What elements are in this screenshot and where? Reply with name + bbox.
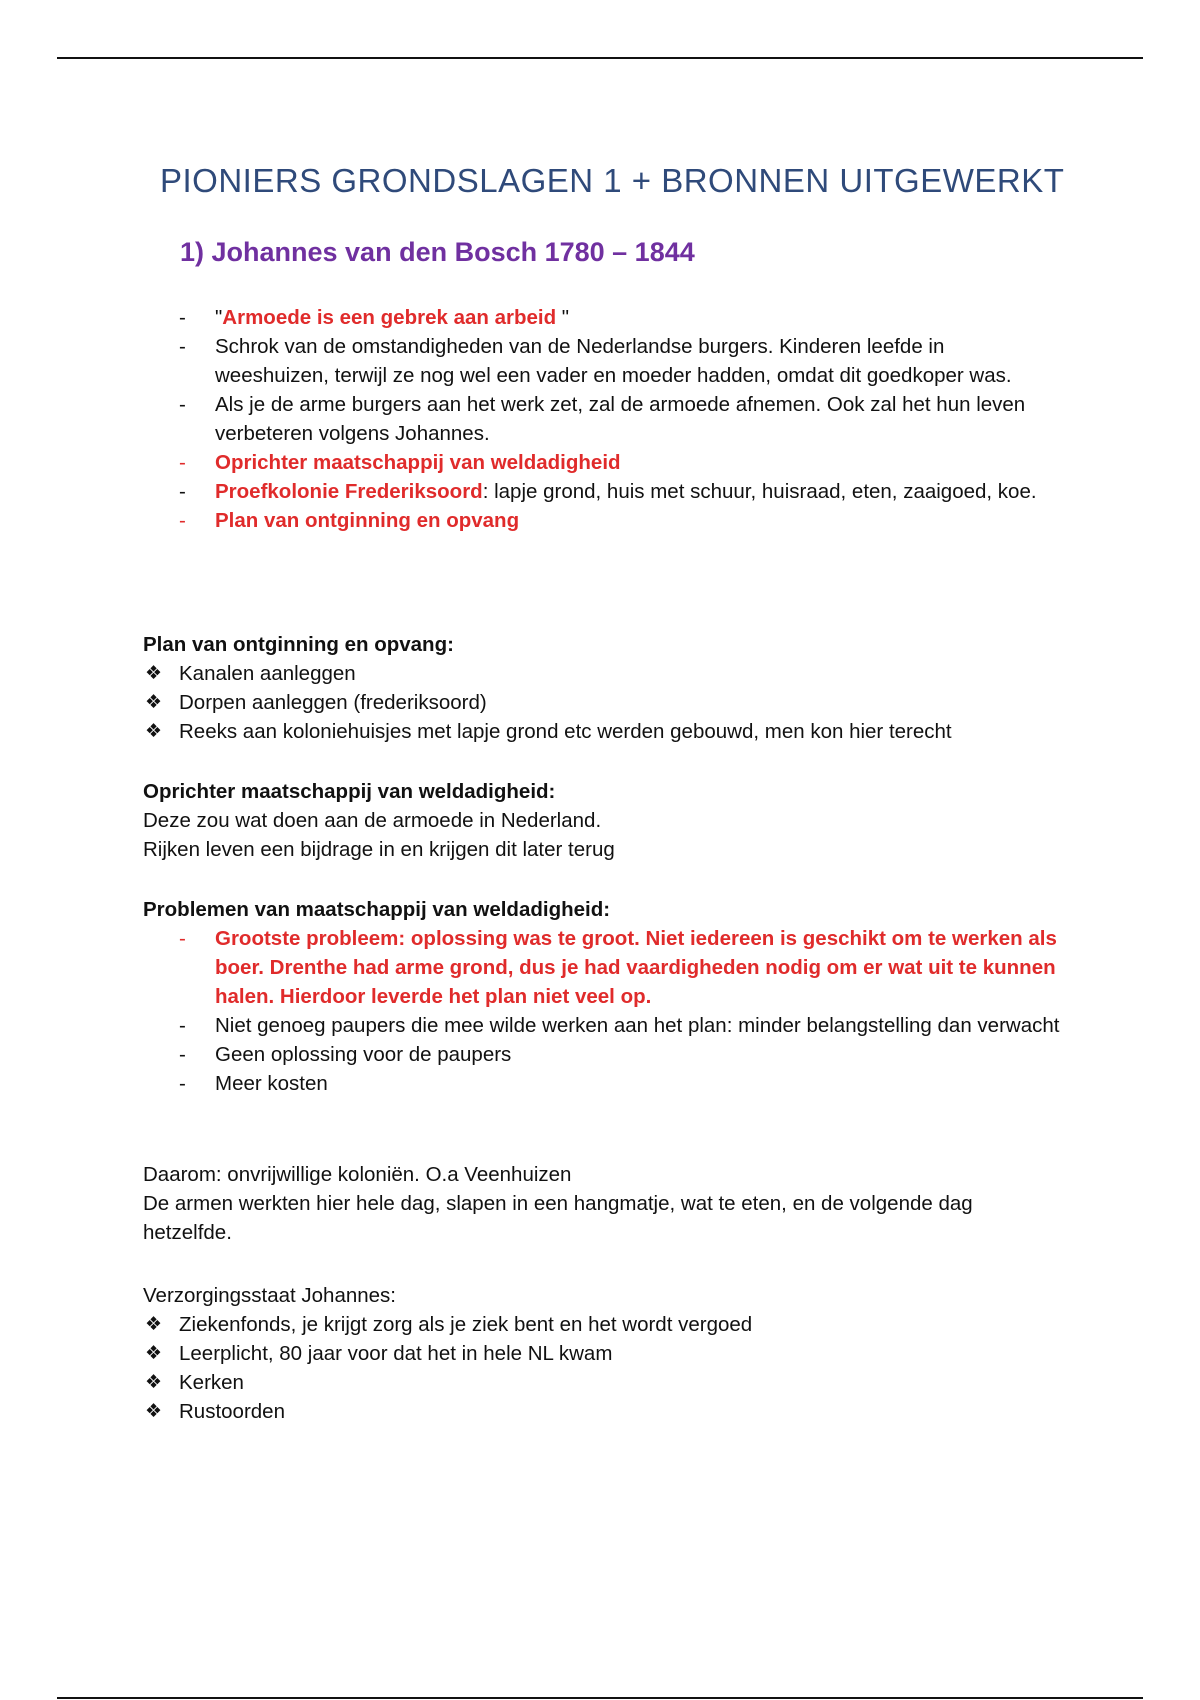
plan-section bbox=[143, 630, 1063, 746]
quote-open: " bbox=[215, 306, 223, 329]
list-item bbox=[143, 332, 1063, 390]
list-item bbox=[143, 1339, 1063, 1368]
list-item bbox=[143, 659, 1063, 688]
list-item-text: : lapje grond, huis met schuur, huisraad, eten, zaaigoed, koe. bbox=[482, 480, 1037, 503]
header-rule bbox=[57, 57, 1143, 59]
verzorging-heading: Verzorgingsstaat Johannes: bbox=[143, 1284, 396, 1307]
paragraph: Daarom: onvrijwillige koloniën. O.a Veenhuizen bbox=[143, 1163, 572, 1186]
list-item-text: Rustoorden bbox=[179, 1400, 285, 1423]
section-heading: 1) Johannes van den Bosch 1780 – 1844 bbox=[180, 237, 695, 267]
diamond-bullet-icon: ❖ bbox=[145, 721, 163, 742]
list-item bbox=[143, 1310, 1063, 1339]
dash-bullet: - bbox=[179, 451, 186, 474]
list-item-text: Grootste probleem: oplossing was te groot. Niet iedereen is geschikt om te werken als boer. Drenthe had arme grond, dus je had vaardigheden nodig om er wat uit te kunnen halen. Hierdoor leverde het plan niet veel op. bbox=[215, 927, 1057, 1008]
problemen-section bbox=[143, 895, 1063, 1098]
dash-bullet: - bbox=[179, 509, 186, 532]
list-item bbox=[143, 924, 1063, 1011]
intro-list bbox=[143, 303, 1063, 535]
list-item-text: Leerplicht, 80 jaar voor dat het in hele NL kwam bbox=[179, 1342, 613, 1365]
paragraph: De armen werkten hier hele dag, slapen in een hangmatje, wat te eten, en de volgende dag hetzelfde. bbox=[143, 1192, 973, 1244]
paragraph: Deze zou wat doen aan de armoede in Nederland. bbox=[143, 809, 602, 832]
verzorging-section bbox=[143, 1281, 1063, 1426]
list-item-text: Als je de arme burgers aan het werk zet, zal de armoede afnemen. Ook zal het hun leven verbeteren volgens Johannes. bbox=[215, 393, 1026, 445]
paragraph: Rijken leven een bijdrage in en krijgen dit later terug bbox=[143, 838, 615, 861]
list-item-text: Meer kosten bbox=[215, 1072, 328, 1095]
diamond-bullet-icon: ❖ bbox=[145, 1401, 163, 1422]
list-item bbox=[143, 1040, 1063, 1069]
list-item bbox=[143, 448, 1063, 477]
diamond-bullet-icon: ❖ bbox=[145, 663, 163, 684]
list-item-text: Niet genoeg paupers die mee wilde werken aan het plan: minder belangstelling dan verwacht bbox=[215, 1014, 1060, 1037]
list-item-text: Reeks aan koloniehuisjes met lapje grond etc werden gebouwd, men kon hier terecht bbox=[179, 720, 952, 743]
diamond-bullet-icon: ❖ bbox=[145, 1372, 163, 1393]
dash-bullet: - bbox=[179, 1043, 186, 1066]
list-item-text: Geen oplossing voor de paupers bbox=[215, 1043, 512, 1066]
list-item bbox=[143, 1069, 1063, 1098]
dash-bullet: - bbox=[179, 306, 186, 329]
list-item bbox=[143, 477, 1063, 506]
problemen-heading: Problemen van maatschappij van weldadigheid: bbox=[143, 898, 611, 921]
list-item bbox=[143, 688, 1063, 717]
dash-bullet: - bbox=[179, 927, 186, 950]
diamond-bullet-icon: ❖ bbox=[145, 1314, 163, 1335]
dash-bullet: - bbox=[179, 393, 186, 416]
daarom-section bbox=[143, 1160, 1063, 1247]
quote-text: Armoede is een gebrek aan arbeid bbox=[222, 306, 557, 329]
list-item-text: Schrok van de omstandigheden van de Nederlandse burgers. Kinderen leefde in weeshuizen, terwijl ze nog wel een vader en moeder hadden, omdat dit goedkoper was. bbox=[215, 335, 1012, 387]
list-item-text: Plan van ontginning en opvang bbox=[215, 509, 520, 532]
list-item bbox=[143, 1011, 1063, 1040]
dash-bullet: - bbox=[179, 335, 186, 358]
list-item bbox=[143, 1368, 1063, 1397]
list-item-bold-text: Proefkolonie Frederiksoord bbox=[215, 480, 483, 503]
list-item bbox=[143, 506, 1063, 535]
list-item-text: Ziekenfonds, je krijgt zorg als je ziek bent en het wordt vergoed bbox=[179, 1313, 753, 1336]
dash-bullet: - bbox=[179, 480, 186, 503]
list-item-text: Dorpen aanleggen (frederiksoord) bbox=[179, 691, 487, 714]
list-item-text: Kerken bbox=[179, 1371, 244, 1394]
list-item bbox=[143, 717, 1063, 746]
oprichter-heading: Oprichter maatschappij van weldadigheid: bbox=[143, 780, 556, 803]
oprichter-section bbox=[143, 777, 1063, 864]
dash-bullet: - bbox=[179, 1014, 186, 1037]
list-item bbox=[143, 390, 1063, 448]
dash-bullet: - bbox=[179, 1072, 186, 1095]
footer-rule bbox=[57, 1697, 1143, 1699]
list-item-text: Oprichter maatschappij van weldadigheid bbox=[215, 451, 621, 474]
plan-heading: Plan van ontginning en opvang: bbox=[143, 633, 454, 656]
diamond-bullet-icon: ❖ bbox=[145, 1343, 163, 1364]
document-title: PIONIERS GRONDSLAGEN 1 + BRONNEN UITGEWERKT bbox=[160, 162, 1065, 199]
list-item-text: Kanalen aanleggen bbox=[179, 662, 356, 685]
diamond-bullet-icon: ❖ bbox=[145, 692, 163, 713]
list-item bbox=[143, 1397, 1063, 1426]
quote-close: " bbox=[556, 306, 570, 329]
list-item bbox=[143, 303, 1063, 332]
